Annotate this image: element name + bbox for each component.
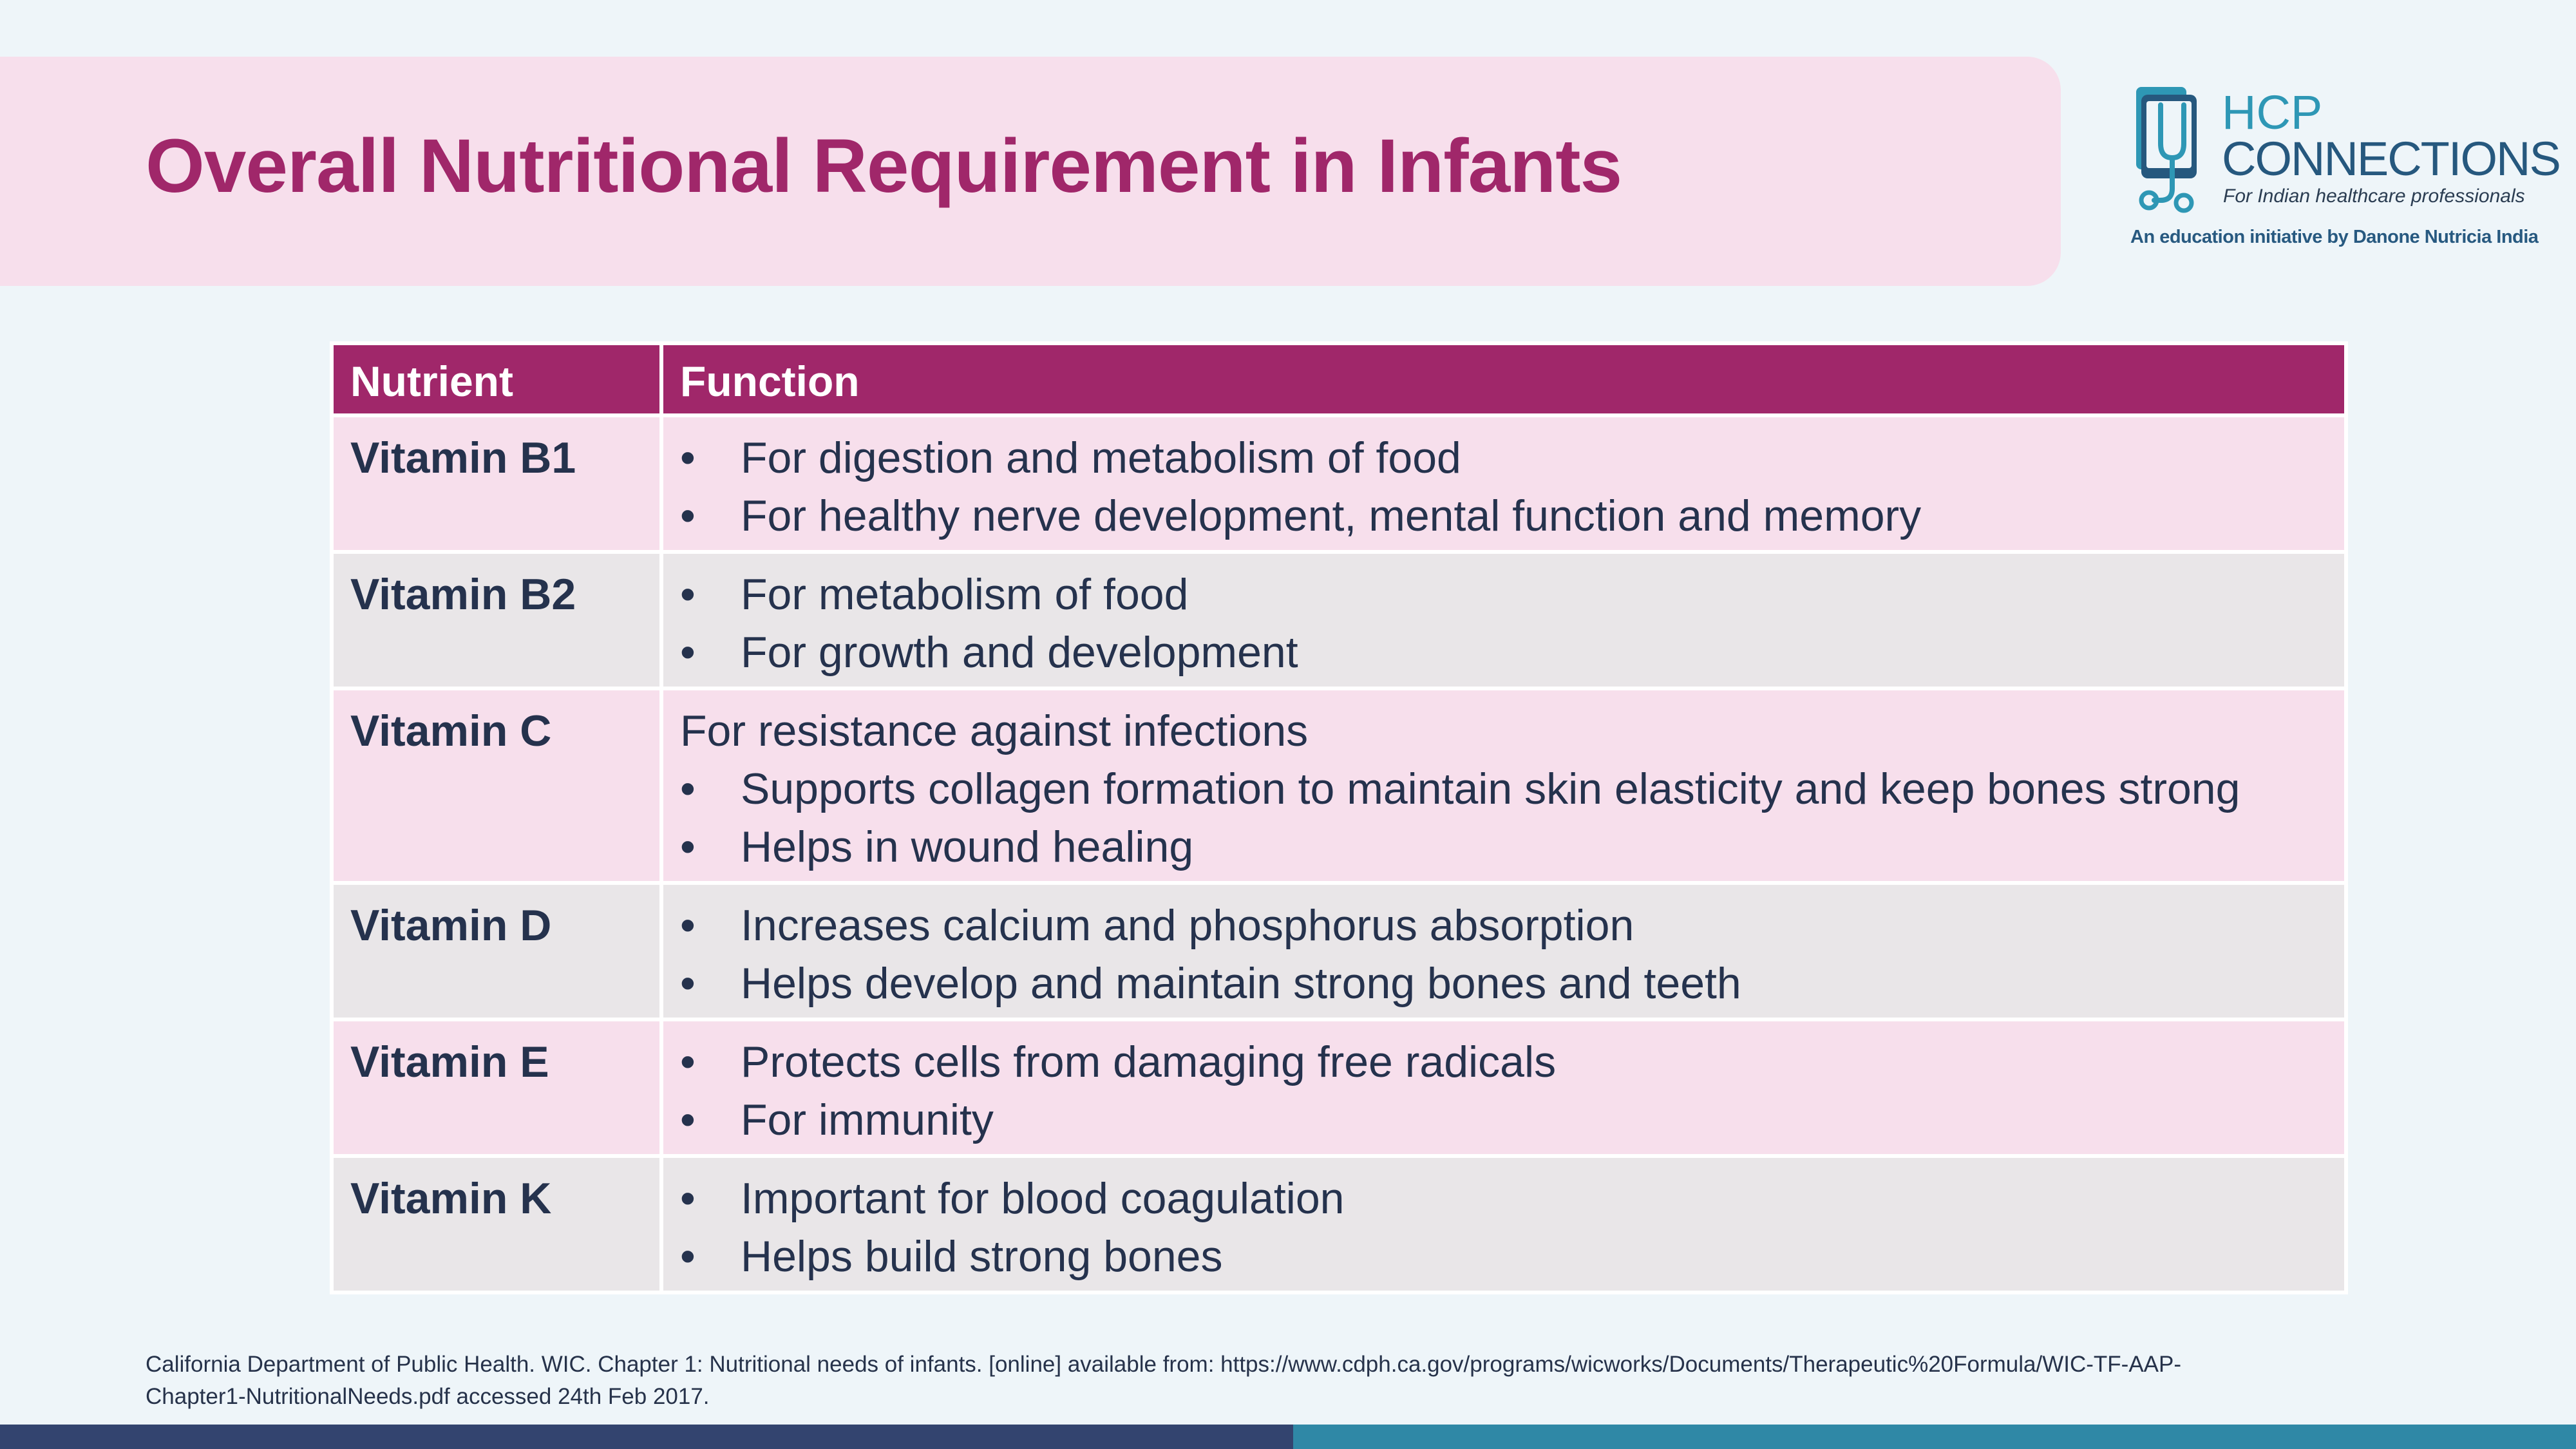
header-nutrient: Nutrient	[332, 343, 661, 415]
table-row	[332, 688, 2346, 883]
logo-connections-text: CONNECTIONS	[2222, 132, 2560, 185]
table-header-row	[332, 343, 2346, 415]
function-bullet: • Increases calcium and phosphorus absorption	[680, 896, 2327, 954]
function-bullet: • Helps in wound healing	[680, 818, 2327, 876]
nutrient-function	[661, 688, 2346, 883]
function-bullet: • For immunity	[680, 1091, 2327, 1149]
function-bullet: • For metabolism of food	[680, 565, 2327, 623]
function-bullet: • Helps build strong bones	[680, 1227, 2327, 1285]
function-bullet: • For healthy nerve development, mental function and memory	[680, 487, 2327, 545]
reference-line: Chapter1-NutritionalNeeds.pdf accessed 24th Feb 2017.	[146, 1384, 710, 1409]
nutrient-name: Vitamin C	[332, 688, 661, 883]
nutrient-name: Vitamin D	[332, 883, 661, 1019]
header-function: Function	[661, 343, 2346, 415]
reference-citation	[146, 1349, 2438, 1413]
footer-bar-left	[0, 1425, 1293, 1449]
nutrient-function	[661, 1156, 2346, 1293]
footer-bar-right	[1293, 1425, 2576, 1449]
function-bullet: • Protects cells from damaging free radicals	[680, 1033, 2327, 1091]
nutrient-function	[661, 883, 2346, 1019]
function-intro: For resistance against infections	[680, 706, 1309, 755]
nutrient-function	[661, 415, 2346, 552]
nutrient-function	[661, 1019, 2346, 1156]
page-title: Overall Nutritional Requirement in Infants	[146, 124, 1622, 209]
stethoscope-tablet-icon	[2135, 86, 2206, 214]
nutrient-name: Vitamin B1	[332, 415, 661, 552]
function-bullet: • Supports collagen formation to maintain skin elasticity and keep bones strong	[680, 760, 2327, 818]
function-bullet: • For growth and development	[680, 623, 2327, 681]
table-row	[332, 1019, 2346, 1156]
reference-line: California Department of Public Health. WIC. Chapter 1: Nutritional needs of infants. [online] available from: https://www.cdph.ca.gov/programs/wicworks/Documents/Therapeutic%20Formula/WIC-TF-AAP-	[146, 1352, 2182, 1377]
nutrient-table	[330, 341, 2348, 1294]
table-row	[332, 1156, 2346, 1293]
hcp-connections-logo	[2125, 82, 2560, 256]
nutrient-name: Vitamin B2	[332, 552, 661, 688]
table-row	[332, 415, 2346, 552]
logo-initiative: An education initiative by Danone Nutricia India	[2130, 227, 2539, 247]
nutrient-name: Vitamin K	[332, 1156, 661, 1293]
logo-hcp-text: HCP	[2222, 86, 2323, 139]
function-bullet: • Helps develop and maintain strong bones and teeth	[680, 954, 2327, 1012]
nutrient-function	[661, 552, 2346, 688]
table-row	[332, 552, 2346, 688]
logo-tagline: For Indian healthcare professionals	[2223, 185, 2525, 207]
function-bullet: • For digestion and metabolism of food	[680, 429, 2327, 487]
table-row	[332, 883, 2346, 1019]
function-bullet: • Important for blood coagulation	[680, 1170, 2327, 1227]
nutrient-name: Vitamin E	[332, 1019, 661, 1156]
